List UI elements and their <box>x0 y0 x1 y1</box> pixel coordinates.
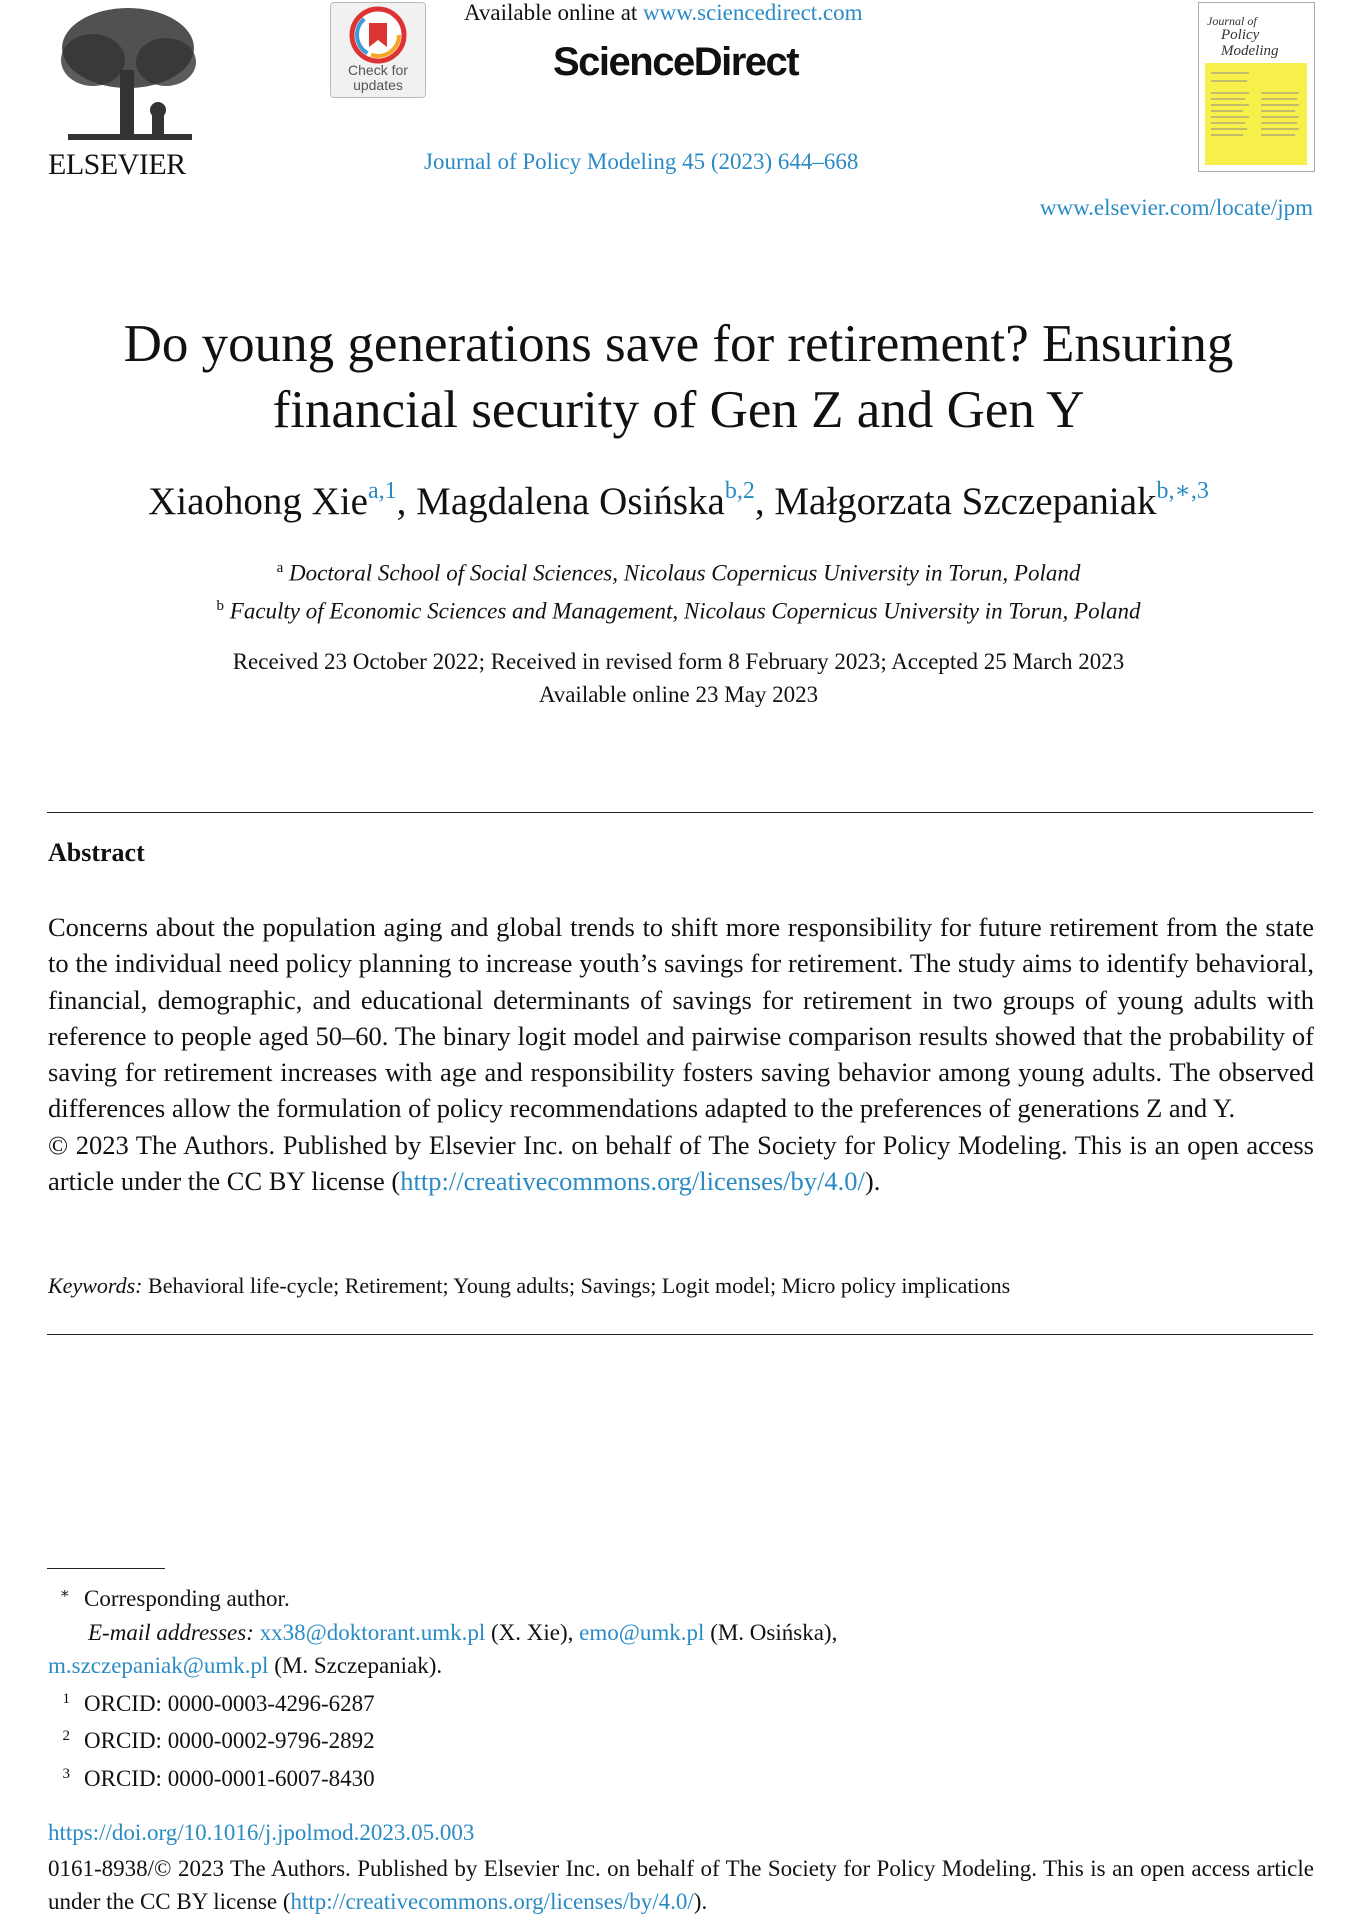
sciencedirect-link[interactable]: www.sciencedirect.com <box>643 0 863 25</box>
journal-citation-link[interactable]: Journal of Policy Modeling 45 (2023) 644–668 <box>424 149 859 174</box>
check-for-updates-badge[interactable] <box>330 2 426 98</box>
footnote-rule <box>47 1568 165 1569</box>
copyright-statement: © 2023 The Authors. Published by Elsevier Inc. on behalf of The Society for Policy Modeling. This is an open access article under the CC BY license (http://creativecommons.org/licenses/by/4.0/). <box>48 1129 1314 1197</box>
email-link[interactable]: xx38@doktorant.umk.pl <box>259 1619 486 1645</box>
doi-link[interactable]: https://doi.org/10.1016/j.jpolmod.2023.05.003 <box>48 1820 475 1845</box>
received-dates: Received 23 October 2022; Received in revised form 8 February 2023; Accepted 25 March 2023 <box>232 649 1125 674</box>
corresponding-author-note: ∗ Corresponding author. <box>59 1586 290 1611</box>
orcid-note: 3 ORCID: 0000-0001-6007-8430 <box>62 1765 375 1791</box>
orcid-note: 1 ORCID: 0000-0003-4296-6287 <box>62 1690 375 1716</box>
cc-license-link-bottom[interactable]: http://creativecommons.org/licenses/by/4.0/ <box>290 1889 694 1914</box>
title-line-2: financial security of Gen Z and Gen Y <box>272 381 1085 439</box>
abstract-body <box>48 909 1314 1199</box>
author-separator: , <box>754 480 775 523</box>
keywords-list: Behavioral life-cycle; Retirement; Young adults; Savings; Logit model; Micro policy implications <box>148 1273 1011 1298</box>
article-title <box>0 311 1357 443</box>
author-name: Magdalena Osińska <box>416 480 725 523</box>
author-affiliation-mark[interactable]: b,∗,3 <box>1156 478 1209 504</box>
keywords <box>48 1273 1314 1299</box>
author-affiliation-mark[interactable]: a,1 <box>368 478 397 504</box>
svg-text:Modeling: Modeling <box>1221 43 1279 59</box>
affiliation-b: $^b$ Faculty of Economic Sciences and Management, Nicolaus Copernicus University in Torun, Poland <box>216 597 1141 624</box>
email-addresses: E-mail addresses: xx38@doktorant.umk.pl (X. Xie), emo@umk.pl (M. Osińska), <box>88 1619 838 1645</box>
cc-license-link[interactable]: http://creativecommons.org/licenses/by/4.0/ <box>400 1166 865 1197</box>
author-affiliation-mark[interactable]: b,2 <box>724 478 755 504</box>
journal-cover-thumbnail <box>1198 2 1315 172</box>
available-online-line: Available online at www.sciencedirect.com <box>464 0 863 25</box>
article-dates <box>0 645 1357 711</box>
abstract-heading: Abstract <box>48 838 145 867</box>
sciencedirect-wordmark: ScienceDirect <box>553 40 799 84</box>
divider-top <box>47 812 1313 813</box>
journal-homepage-link[interactable]: www.elsevier.com/locate/jpm <box>1039 195 1313 220</box>
svg-text:Check for: Check for <box>348 62 408 78</box>
abstract-text: Concerns about the population aging and global trends to shift more responsibility for future retirement from the state to the individual need policy planning to increase youth’s savings for retirement. The study aims to identify behavioral, financial, demographic, and educational determinants of savings for retirement in two groups of young adults with reference to people aged 50–60. The binary logit model and pairwise comparison results showed that the probability of saving for retirement increases with age and responsibility fosters saving behavior among young adults. The observed differences allow the formulation of policy recommendations adapted to the preferences of generations Z and Y. <box>48 912 1314 1124</box>
svg-text:Journal of: Journal of <box>1207 14 1257 28</box>
email-link[interactable]: m.szczepaniak@umk.pl <box>48 1653 269 1678</box>
issn-copyright: 0161-8938/© 2023 The Authors. Published by Elsevier Inc. on behalf of The Society for Policy Modeling. This is an open access article under the CC BY license (http://creativecommons.org/licenses/by/4.0/). <box>48 1856 1314 1914</box>
svg-text:Policy: Policy <box>1221 27 1260 43</box>
author-list <box>0 478 1357 524</box>
email-addresses-cont: m.szczepaniak@umk.pl (M. Szczepaniak). <box>48 1653 443 1678</box>
available-online-date: Available online 23 May 2023 <box>538 682 819 707</box>
elsevier-tree-icon <box>48 0 208 180</box>
svg-text:updates: updates <box>353 77 403 93</box>
journal-cover-icon <box>1199 3 1314 171</box>
email-link[interactable]: emo@umk.pl <box>579 1619 705 1645</box>
title-line-1: Do young generations save for retirement? Ensuring <box>123 315 1234 373</box>
divider-bottom <box>47 1334 1313 1335</box>
affiliation-a: $^a$ Doctoral School of Social Sciences, Nicolaus Copernicus University in Torun, Poland <box>276 560 1081 586</box>
footnotes <box>48 1578 1314 1795</box>
affiliations <box>0 552 1357 627</box>
author-separator: , <box>396 480 417 523</box>
keywords-label: Keywords: <box>48 1273 143 1298</box>
elsevier-logo <box>48 0 208 180</box>
author-name: Xiaohong Xie <box>148 480 368 523</box>
bookmark-icon <box>331 3 425 97</box>
svg-text:ELSEVIER: ELSEVIER <box>48 148 186 180</box>
author-name: Małgorzata Szczepaniak <box>774 480 1157 523</box>
orcid-note: 2 ORCID: 0000-0002-9796-2892 <box>62 1728 375 1753</box>
